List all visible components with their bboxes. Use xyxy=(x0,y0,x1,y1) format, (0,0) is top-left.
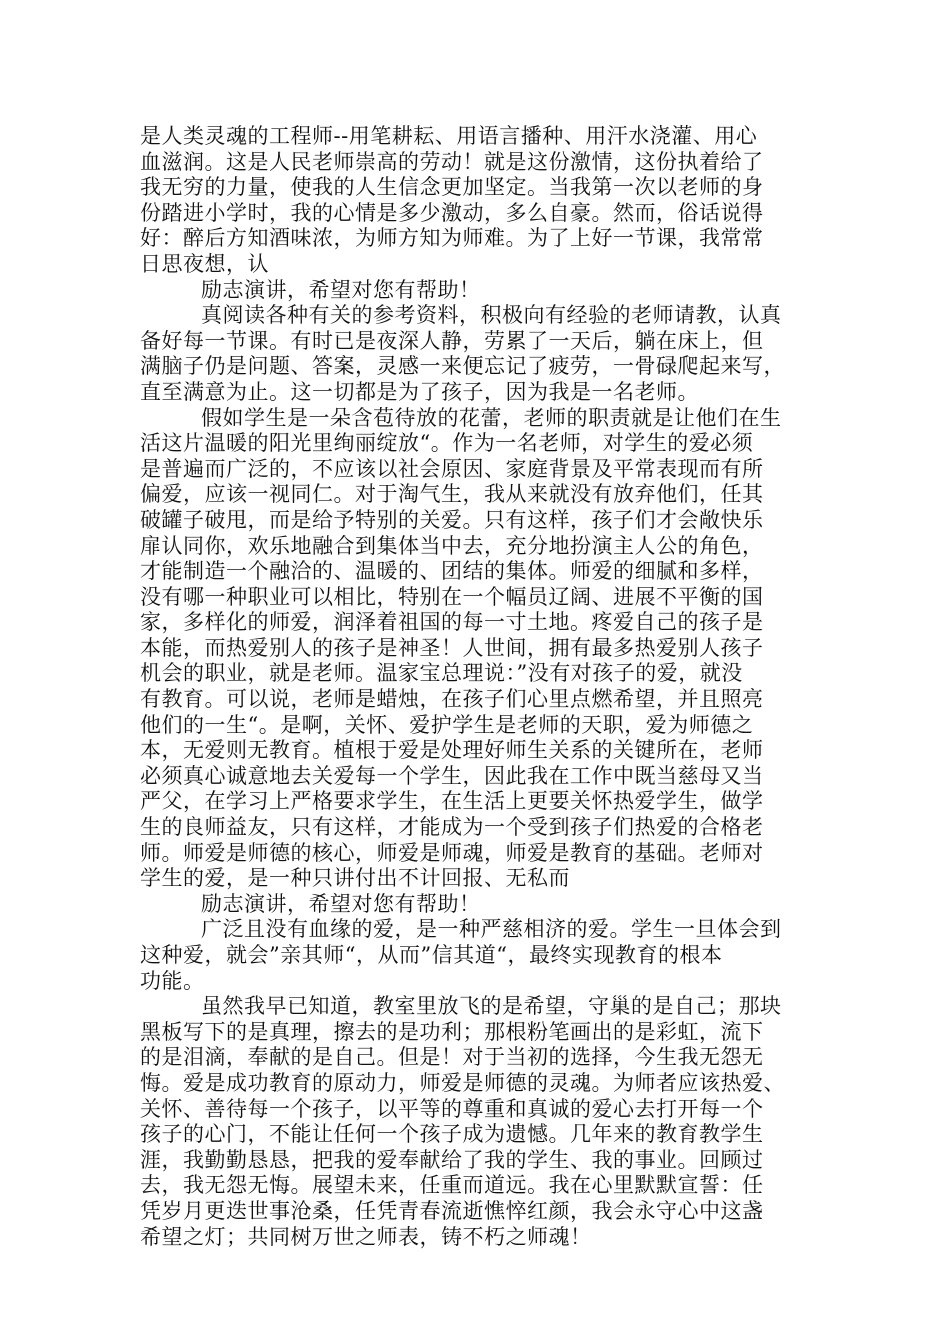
text-line: 虽然我早已知道，教室里放飞的是希望，守巢的是自己；那块 xyxy=(201,994,782,1019)
text-line: 本能，而热爱别人的孩子是神圣！人世间，拥有最多热爱别人孩子 xyxy=(140,635,764,660)
text-line: 血滋润。这是人民老师崇高的劳动！就是这份激情，这份执着给了 xyxy=(140,149,764,174)
text-line: 严父，在学习上严格要求学生，在生活上更要关怀热爱学生，做学 xyxy=(140,789,764,814)
text-line: 假如学生是一朵含苞待放的花蕾，老师的职责就是让他们在生 xyxy=(201,405,782,430)
text-line: 有教育。可以说，老师是蜡烛，在孩子们心里点燃希望，并且照亮 xyxy=(140,687,764,712)
text-line: 偏爱，应该一视同仁。对于淘气生，我从来就没有放弃他们，任其 xyxy=(140,482,764,507)
text-line: 好：醉后方知酒味浓，为师方知为师难。为了上好一节课，我常常 xyxy=(140,226,764,251)
text-line: 黑板写下的是真理，擦去的是功利；那根粉笔画出的是彩虹，流下 xyxy=(140,1019,764,1044)
text-line: 我无穷的力量，使我的人生信念更加坚定。当我第一次以老师的身 xyxy=(140,175,764,200)
text-line: 满脑子仍是问题、答案，灵感一来便忘记了疲劳，一骨碌爬起来写， xyxy=(140,354,785,379)
text-line: 是人类灵魂的工程师--用笔耕耘、用语言播种、用汗水浇灌、用心 xyxy=(140,124,758,148)
text-line: 去，我无怨无悔。展望未来，任重而道远。我在心里默默宣誓：任 xyxy=(140,1173,764,1198)
text-line: 活这片温暖的阳光里绚丽绽放“。作为一名老师，对学生的爱必须 xyxy=(140,431,754,456)
text-line: 机会的职业，就是老师。温家宝总理说：”没有对孩子的爱，就没 xyxy=(140,661,743,686)
text-line: 直至满意为止。这一切都是为了孩子，因为我是一名老师。 xyxy=(140,379,699,404)
text-line: 孩子的心门，不能让任何一个孩子成为遗憾。几年来的教育教学生 xyxy=(140,1122,764,1147)
text-line: 没有哪一种职业可以相比，特别在一个幅员辽阔、进展不平衡的国 xyxy=(140,584,764,609)
text-line: 凭岁月更迭世事沧桑，任凭青春流逝憔悴红颜，我会永守心中这盏 xyxy=(140,1198,764,1223)
text-line: 他们的一生“。是啊，关怀、爱护学生是老师的天职，爱为师德之 xyxy=(140,712,754,737)
text-line: 本，无爱则无教育。植根于爱是处理好师生关系的关键所在，老师 xyxy=(140,738,764,763)
text-line: 扉认同你，欢乐地融合到集体当中去，充分地扮演主人公的角色， xyxy=(140,533,764,558)
text-line: 的是泪滴，奉献的是自己。但是！对于当初的选择，今生我无怨无 xyxy=(140,1045,764,1070)
text-line: 悔。爱是成功教育的原动力，师爱是师德的灵魂。为师者应该热爱、 xyxy=(140,1070,785,1095)
text-line: 日思夜想，认 xyxy=(140,251,269,276)
text-line: 这种爱，就会”亲其师“，从而”信其道“，最终实现教育的根本 xyxy=(140,943,723,967)
text-line: 是普遍而广泛的，不应该以社会原因、家庭背景及平常表现而有所 xyxy=(140,456,764,481)
text-line: 必须真心诚意地去关爱每一个学生，因此我在工作中既当慈母又当 xyxy=(140,763,764,788)
text-line: 涯，我勤勤恳恳，把我的爱奉献给了我的学生、我的事业。回顾过 xyxy=(140,1147,764,1172)
text-line: 才能制造一个融洽的、温暖的、团结的集体。师爱的细腻和多样， xyxy=(140,559,764,584)
text-line: 备好每一节课。有时已是夜深人静，劳累了一天后，躺在床上，但 xyxy=(140,328,764,353)
text-line: 广泛且没有血缘的爱，是一种严慈相济的爱。学生一旦体会到 xyxy=(201,917,782,942)
text-line: 关怀、善待每一个孩子，以平等的尊重和真诚的爱心去打开每一个 xyxy=(140,1096,764,1121)
text-line: 励志演讲，希望对您有帮助！ xyxy=(201,891,481,916)
text-line: 希望之灯；共同树万世之师表，铸不朽之师魂！ xyxy=(140,1224,592,1249)
document-body xyxy=(140,124,812,1250)
text-line: 功能。 xyxy=(140,968,205,993)
text-line: 师。师爱是师德的核心，师爱是师魂，师爱是教育的基础。老师对 xyxy=(140,840,764,865)
text-line: 励志演讲，希望对您有帮助！ xyxy=(201,277,481,302)
text-line: 学生的爱，是一种只讲付出不计回报、无私而 xyxy=(140,866,570,891)
text-line: 生的良师益友，只有这样，才能成为一个受到孩子们热爱的合格老 xyxy=(140,815,764,840)
text-line: 破罐子破甩，而是给予特别的关爱。只有这样，孩子们才会敞快乐 xyxy=(140,507,764,532)
text-line: 份踏进小学时，我的心情是多少激动，多么自豪。然而，俗话说得 xyxy=(140,200,764,225)
text-line: 家，多样化的师爱，润泽着祖国的每一寸土地。疼爱自己的孩子是 xyxy=(140,610,764,635)
text-line: 真阅读各种有关的参考资料，积极向有经验的老师请教，认真 xyxy=(201,303,782,328)
